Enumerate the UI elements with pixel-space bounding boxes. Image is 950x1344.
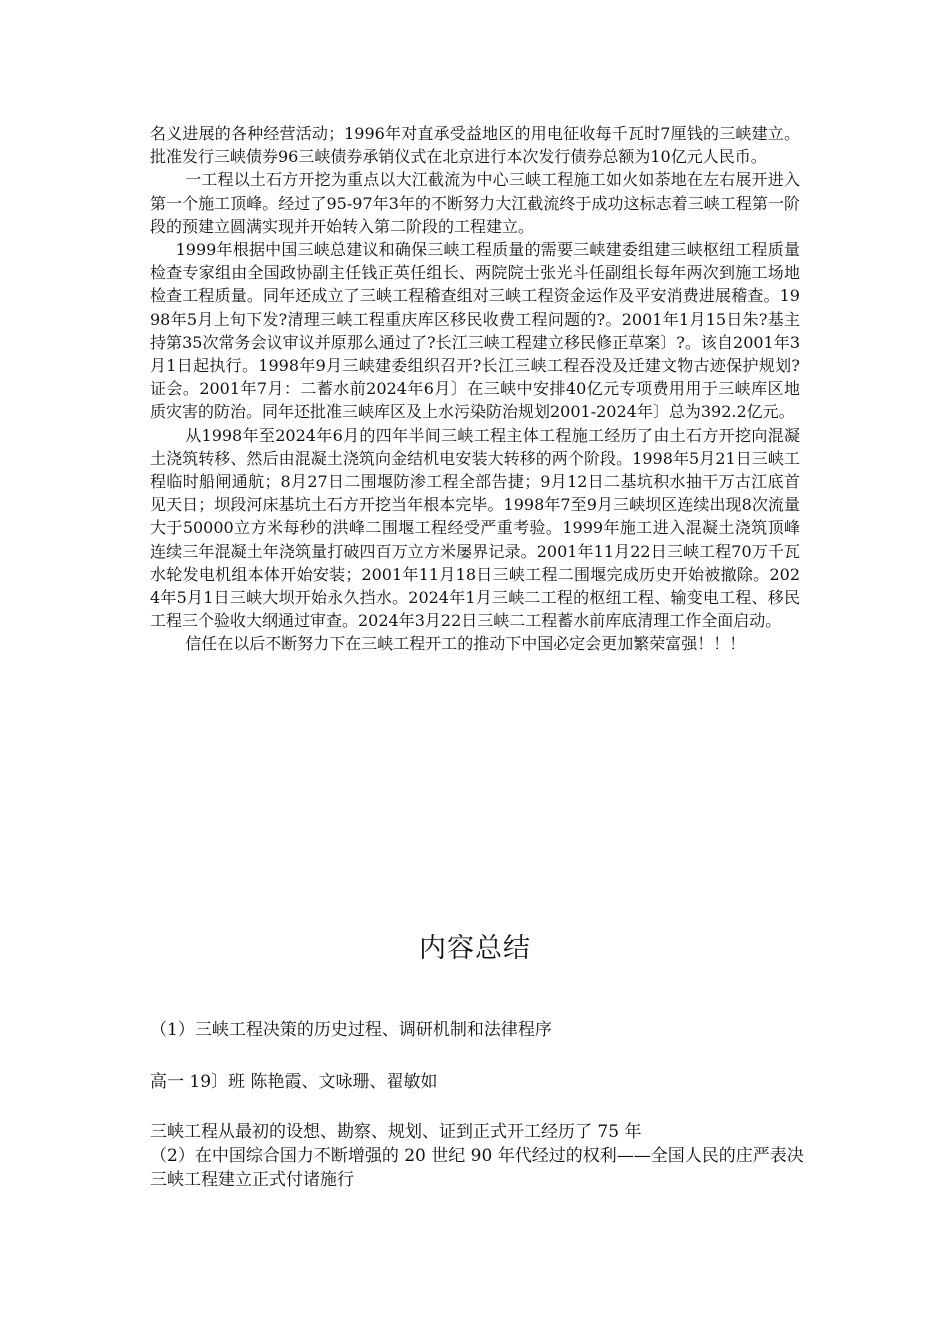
body-text — [150, 122, 800, 656]
summary-item-1: （1）三峡工程决策的历史过程、调研机制和法律程序 — [150, 1020, 552, 1040]
paragraph-5: 信任在以后不断努力下在三峡工程开工的推动下中国必定会更加繁荣富强！！！ — [185, 634, 746, 654]
summary-heading: 内容总结 — [419, 933, 531, 964]
paragraph-1: 名义进展的各种经营活动；1996年对直承受益地区的用电征收每千瓦时7厘钱的三峡建立。批准发行三峡债券96三峡债券承销仪式在北京进行本次发行债券总额为10亿元人民币。 — [150, 124, 800, 167]
class-authors: 高一 19〕班 陈艳霞、文咏珊、翟敏如 — [150, 1072, 438, 1092]
summary-line-3: 三峡工程从最初的设想、勘察、规划、证到正式开工经历了 75 年 — [150, 1122, 642, 1142]
summary-block — [150, 1120, 810, 1192]
paragraph-4: 从1998年至2024年6月的四年半间三峡工程主体工程施工经历了由土石方开挖向混凝土浇筑转移、然后由混凝土浇筑向金结机电安装大转移的两个阶段。1998年5月21日三峡工程临时船闸通航；8月27日二围堰防渗工程全部告捷；9月12日二基坑积水抽干万古江底首见天日；坝段河床基坑土石方开挖当年根本完毕。1998年7至9月三峡坝区连续出现8次流量大于50000立方米每秒的洪峰二围堰工程经受严重考验。1999年施工进入混凝土浇筑顶峰连续三年混凝土年浇筑量打破四百万立方米屡界记录。2001年11月22日三峡工程70万千瓦水轮发电机组本体开始安装；2001年11月18日三峡工程二围堰完成历史开始被撤除。2024年5月1日三峡大坝开始永久挡水。2024年1月三峡二工程的枢纽工程、输变电工程、移民工程三个验收大纲通过审查。2024年3月22日三峡二工程蓄水前库底清理工作全面启动。 — [150, 425, 800, 631]
paragraph-2: 一工程以土石方开挖为重点以大江截流为中心三峡工程施工如火如荼地在左右展开进入第一个施工顶峰。经过了95-97年3年的不断努力大江截流终于成功这标志着三峡工程第一阶段的预建立圆满实现并开始转入第二阶段的工程建立。 — [150, 170, 800, 236]
paragraph-3: 1999年根据中国三峡总建议和确保三峡工程质量的需要三峡建委组建三峡枢纽工程质量检查专家组由全国政协副主任钱正英任组长、两院院士张光斗任副组长每年两次到施工场地检查工程质量。同年还成立了三峡工程稽查组对三峡工程资金运作及平安消费进展稽查。1998年5月上旬下发?清理三峡工程重庆库区移民收费工程问题的?。2001年1月15日朱?基主持第35次常务会议审议并原那么通过了?长江三峡工程建立移民修正草案〕?。该自2001年3月1日起执行。1998年9月三峡建委组织召开?长江三峡工程吞没及迁建文物古迹保护规划?证会。2001年7月：二蓄水前2024年6月〕在三峡中安排40亿元专项费用用于三峡库区地质灾害的防治。同年还批准三峡库区及上水污染防治规划2001-2024年〕总为392.2亿元。 — [150, 240, 800, 422]
summary-item-2: （2）在中国综合国力不断增强的 20 世纪 90 年代经过的权利——全国人民的庄严表决三峡工程建立正式付诸施行 — [150, 1146, 804, 1190]
